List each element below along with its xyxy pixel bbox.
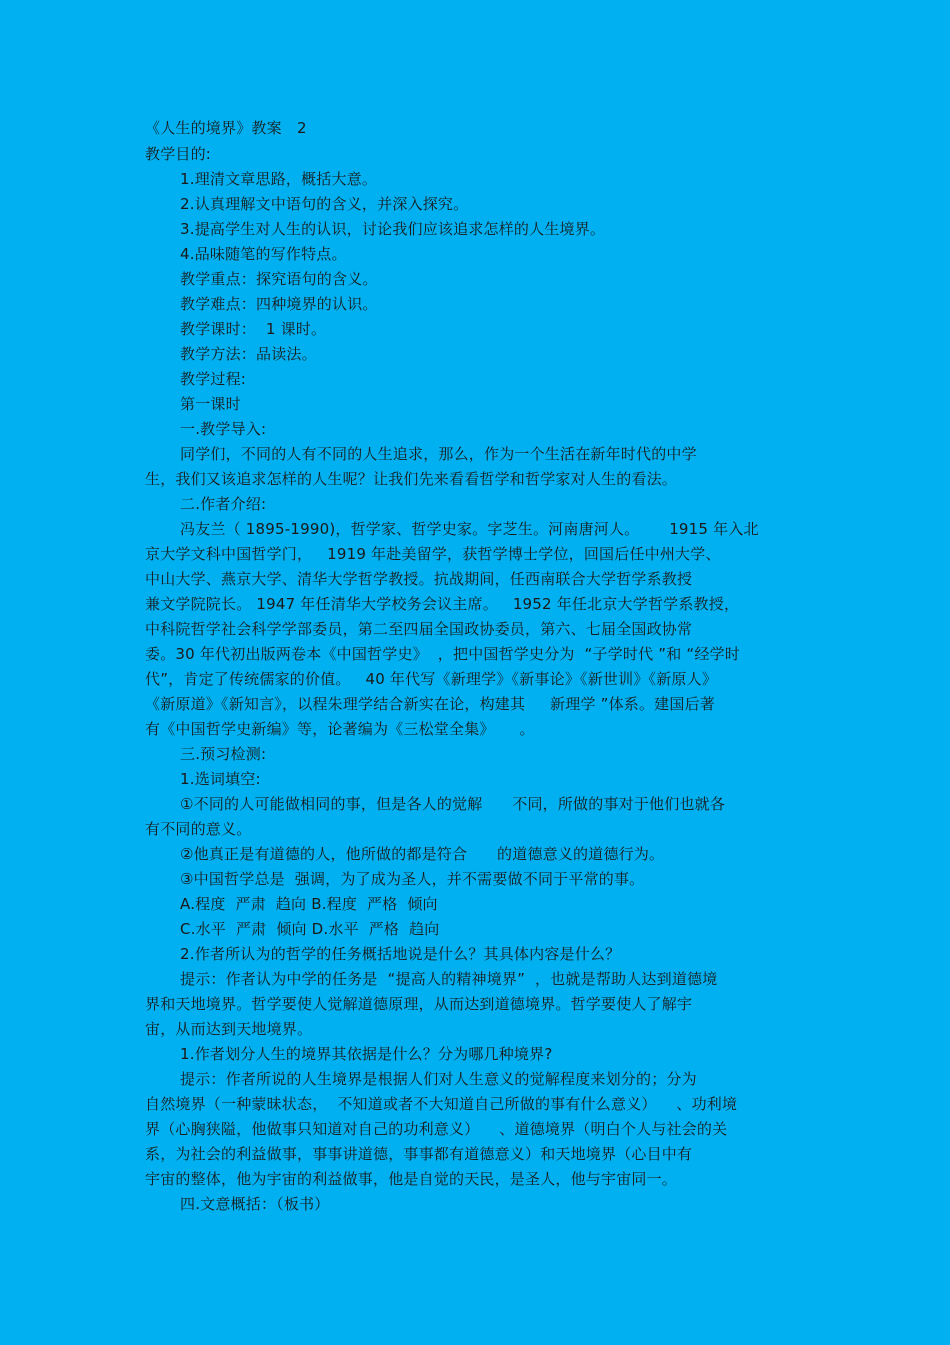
section-heading-teaching-goals: 教学目的: bbox=[145, 145, 212, 163]
hint-paragraph-line: 自然境界（一种蒙昧状态， 不知道或者不大知道自己所做的事有什么意义） 、功利境 bbox=[145, 1095, 738, 1113]
hint-paragraph-line: 界和天地境界。哲学要使人觉解道德原理，从而达到道德境界。哲学要使人了解宇 bbox=[145, 995, 693, 1013]
section-heading-summary: 四.文意概括：（板书） bbox=[180, 1195, 330, 1213]
hint-paragraph-line: 界（心胸狭隘，他做事只知道对自己的功利意义） 、道德境界（明白个人与社会的关 bbox=[145, 1120, 728, 1138]
hint-paragraph-line: 提示：作者认为中学的任务是 “提高人的精神境界” ，也就是帮助人达到道德境 bbox=[180, 970, 718, 988]
teaching-method: 教学方法：品读法。 bbox=[180, 345, 317, 363]
hint-paragraph-line: 宇宙的整体，他为宇宙的利益做事，他是自觉的天民，是圣人，他与宇宙同一。 bbox=[145, 1170, 678, 1188]
goal-item-1: 1.理清文章思路，概括大意。 bbox=[180, 170, 378, 188]
goal-item-2: 2.认真理解文中语句的含义，并深入探究。 bbox=[180, 195, 469, 213]
question-line: 有不同的意义。 bbox=[145, 820, 252, 838]
section-heading-intro: 一.教学导入: bbox=[180, 420, 267, 438]
answer-options-line: A.程度 严肃 趋向 B.程度 严格 倾向 bbox=[180, 895, 438, 913]
teaching-focus: 教学重点：探究语句的含义。 bbox=[180, 270, 378, 288]
teaching-hours: 教学课时： 1 课时。 bbox=[180, 320, 327, 338]
author-paragraph-line: 京大学文科中国哲学门， 1919 年赴美留学，获哲学博士学位，回国后任中州大学、 bbox=[145, 545, 721, 563]
question-heading: 2.作者所认为的哲学的任务概括地说是什么？其具体内容是什么？ bbox=[180, 945, 621, 963]
goal-item-3: 3.提高学生对人生的认识，讨论我们应该追求怎样的人生境界。 bbox=[180, 220, 606, 238]
teaching-difficulty: 教学难点：四种境界的认识。 bbox=[180, 295, 378, 313]
hint-paragraph-line: 提示：作者所说的人生境界是根据人们对人生意义的觉解程度来划分的；分为 bbox=[180, 1070, 697, 1088]
author-paragraph-line: 有《中国哲学史新编》等，论著编为《三松堂全集》 。 bbox=[145, 720, 535, 738]
teaching-process-heading: 教学过程: bbox=[180, 370, 247, 388]
document-title: 《人生的境界》教案 2 bbox=[145, 119, 307, 137]
author-paragraph-line: 委。30 年代初出版两卷本《中国哲学史》 ，把中国哲学史分为 “子学时代 ”和 “经学时 bbox=[145, 645, 740, 663]
question-line: ①不同的人可能做相同的事，但是各人的觉解 不同，所做的事对于他们也就各 bbox=[180, 795, 726, 813]
question-heading: 1.作者划分人生的境界其依据是什么？分为哪几种境界? bbox=[180, 1045, 553, 1063]
first-lesson-heading: 第一课时 bbox=[180, 395, 241, 413]
section-heading-preview-check: 三.预习检测: bbox=[180, 745, 267, 763]
author-paragraph-line: 兼文学院院长。 1947 年任清华大学校务会议主席。 1952 年任北京大学哲学系教授， bbox=[145, 595, 740, 613]
question-line: ③中国哲学总是 强调，为了成为圣人，并不需要做不同于平常的事。 bbox=[180, 870, 645, 888]
author-paragraph-line: 中科院哲学社会科学学部委员，第二至四届全国政协委员，第六、七届全国政协常 bbox=[145, 620, 693, 638]
hint-paragraph-line: 系，为社会的利益做事，事事讲道德，事事都有道德意义）和天地境界（心目中有 bbox=[145, 1145, 693, 1163]
author-paragraph-line: 中山大学、燕京大学、清华大学哲学教授。抗战期间，任西南联合大学哲学系教授 bbox=[145, 570, 693, 588]
hint-paragraph-line: 宙，从而达到天地境界。 bbox=[145, 1020, 313, 1038]
question-line: ②他真正是有道德的人，他所做的都是符合 的道德意义的道德行为。 bbox=[180, 845, 665, 863]
author-paragraph-line: 冯友兰（ 1895-1990)，哲学家、哲学史家。字芝生。河南唐河人。 1915 年入北 bbox=[180, 520, 759, 538]
section-heading-author: 二.作者介绍: bbox=[180, 495, 267, 513]
intro-paragraph-line: 生，我们又该追求怎样的人生呢？让我们先来看看哲学和哲学家对人生的看法。 bbox=[145, 470, 678, 488]
answer-options-line: C.水平 严肃 倾向 D.水平 严格 趋向 bbox=[180, 920, 440, 938]
author-paragraph-line: 《新原道》《新知言》，以程朱理学结合新实在论，构建其 新理学 ”体系。建国后著 bbox=[145, 695, 715, 713]
intro-paragraph-line: 同学们，不同的人有不同的人生追求，那么，作为一个生活在新年时代的中学 bbox=[180, 445, 697, 463]
author-paragraph-line: 代”，肯定了传统儒家的价值。 40 年代写《新理学》《新事论》《新世训》《新原人》 bbox=[145, 670, 718, 688]
goal-item-4: 4.品味随笔的写作特点。 bbox=[180, 245, 347, 263]
question-heading: 1.选词填空: bbox=[180, 770, 261, 788]
